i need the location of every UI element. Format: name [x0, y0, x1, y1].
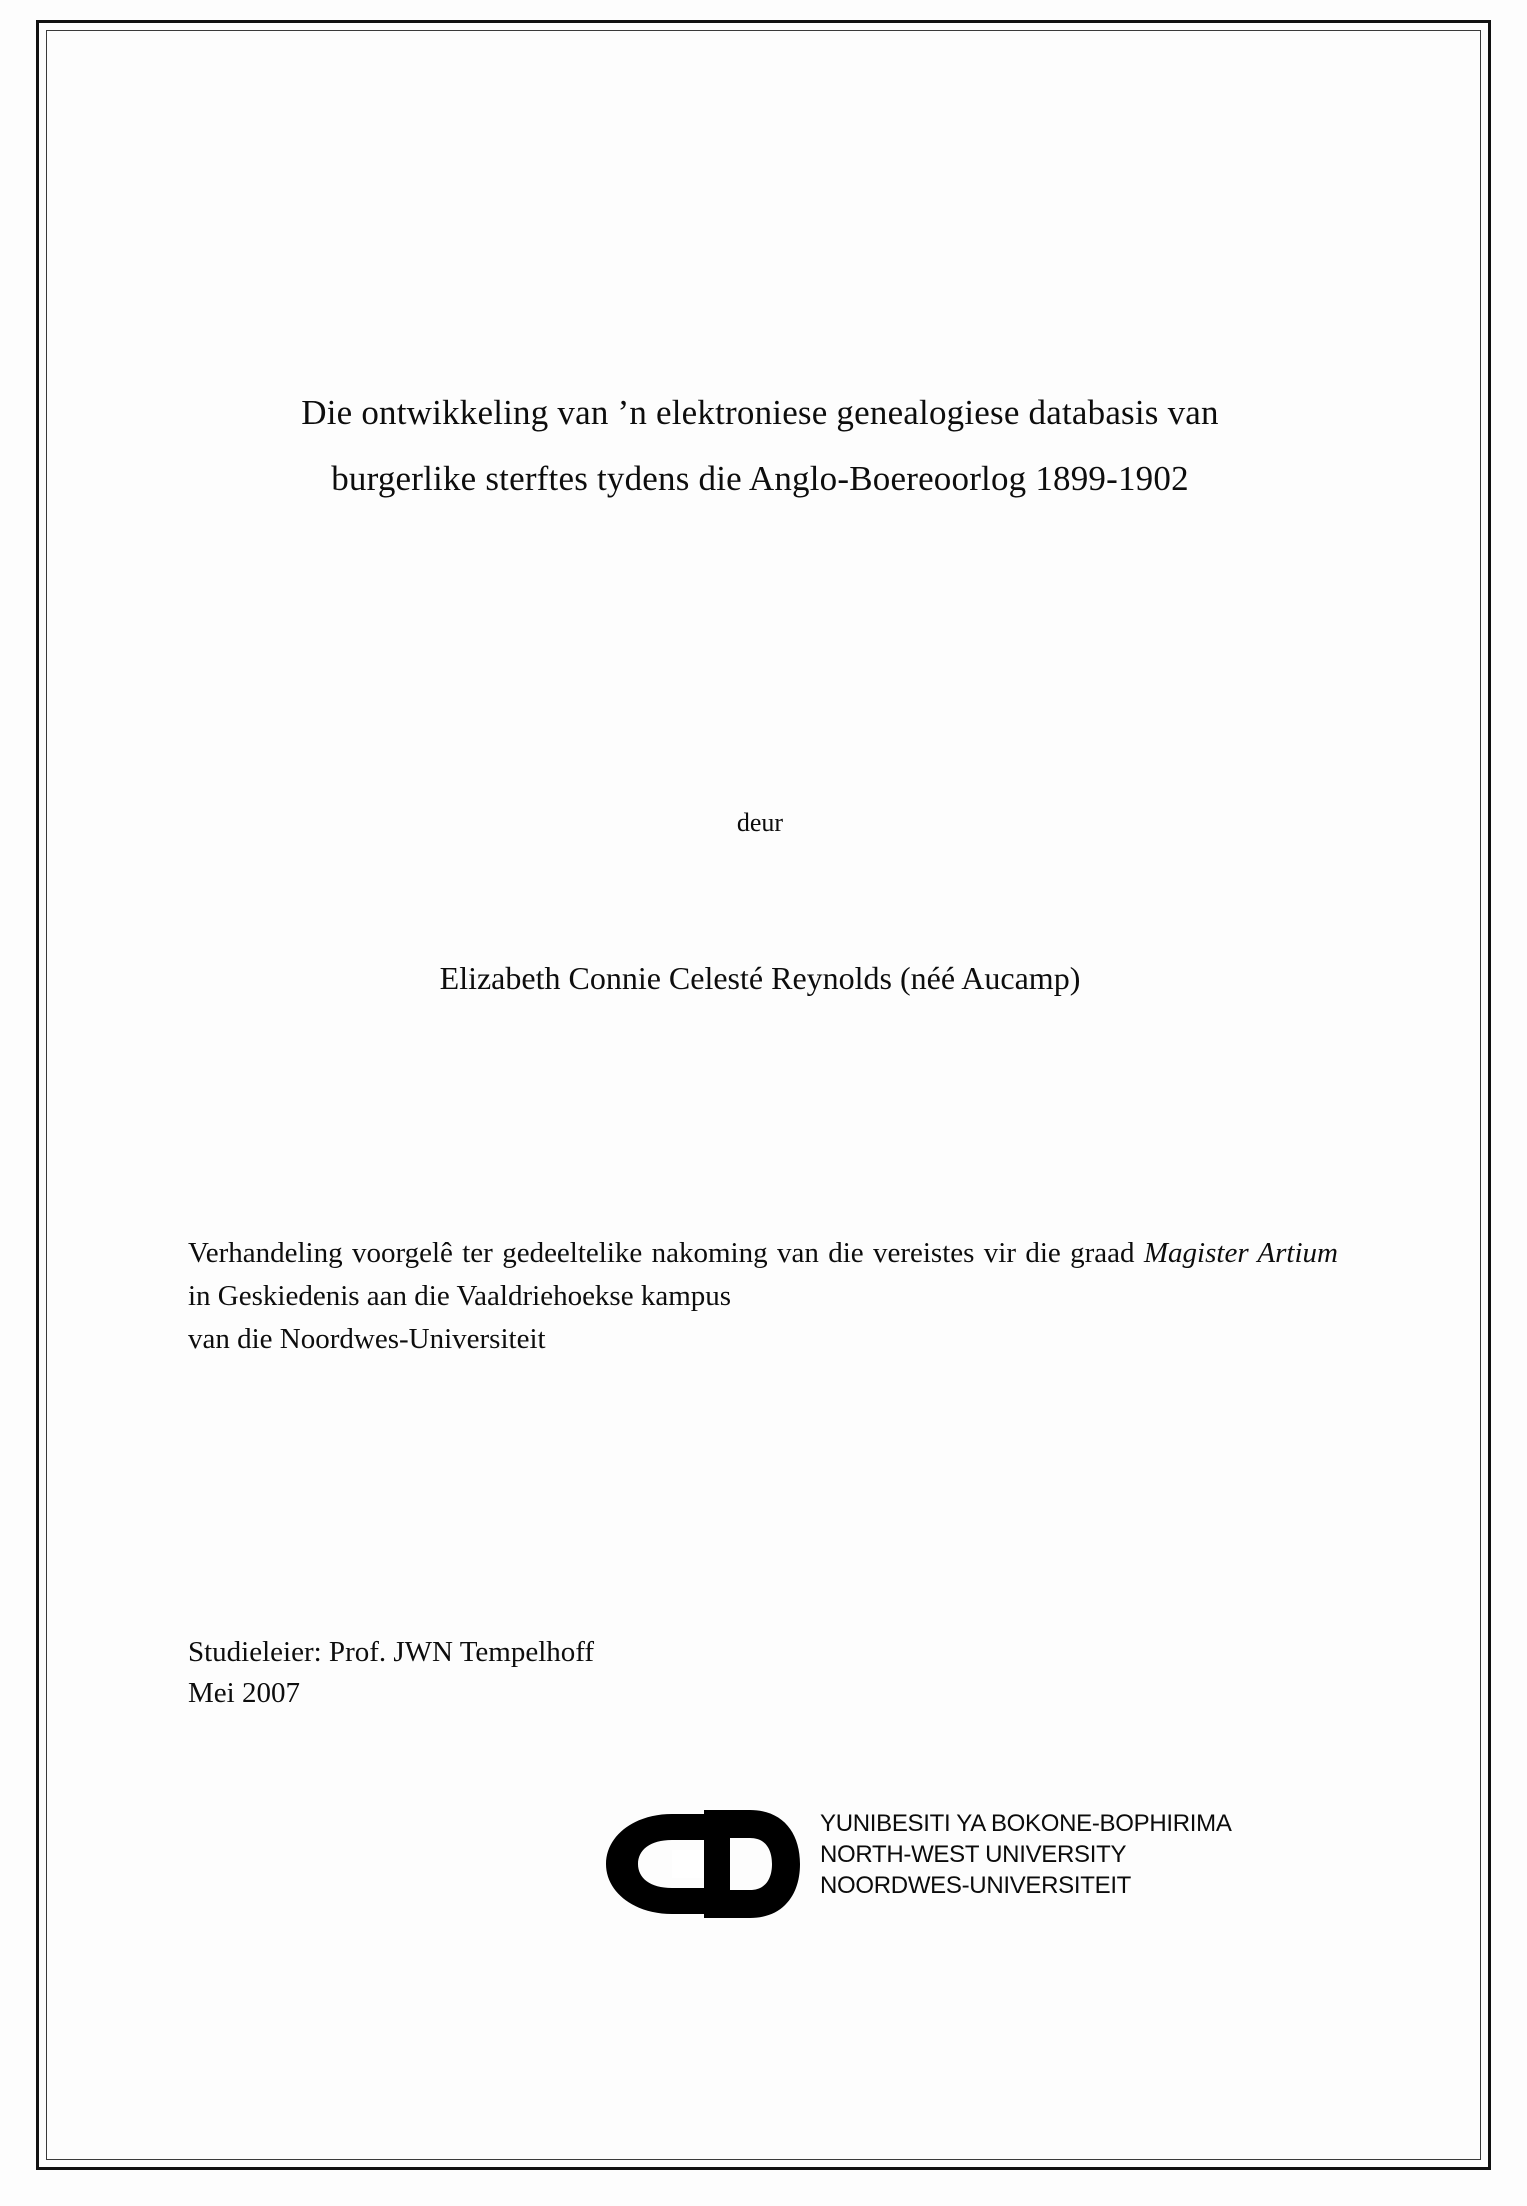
title-page-content: [140, 60, 1380, 2130]
degree-name: Magister Artium: [1143, 1237, 1338, 1269]
by-label: deur: [736, 808, 784, 837]
supervisor-block: [188, 1632, 1088, 1714]
statement-line-3: van die Noordwes-Universiteit: [188, 1323, 546, 1355]
logo-text-line-2: NORTH-WEST UNIVERSITY: [820, 1841, 1127, 1868]
university-logo-text: [820, 1808, 1232, 1901]
nwu-logo-mark-icon: [600, 1810, 800, 1918]
logo-text-line-3: NOORDWES-UNIVERSITEIT: [820, 1872, 1132, 1899]
supervisor-line: Studieleier: Prof. JWN Tempelhoff: [188, 1636, 595, 1668]
statement-part-1: Verhandeling voorgelê ter gedeeltelike nakoming van die vereistes vir die graad: [188, 1237, 1144, 1269]
statement-part-2: in Geskiedenis aan die Vaaldriehoekse kampus: [188, 1280, 732, 1312]
author-name: Elizabeth Connie Celesté Reynolds (néé Aucamp): [439, 960, 1081, 996]
title-line-1: Die ontwikkeling van ’n elektroniese genealogiese databasis van: [301, 393, 1219, 432]
university-logo: [440, 1800, 1232, 1930]
date-line: Mei 2007: [188, 1677, 300, 1709]
logo-text-line-1: YUNIBESITI YA BOKONE-BOPHIRIMA: [820, 1810, 1232, 1837]
degree-statement: [188, 1232, 1338, 1361]
title-line-2: burgerlike sterftes tydens die Anglo-Boereoorlog 1899-1902: [331, 459, 1189, 498]
thesis-title: [140, 380, 1380, 512]
degree-statement-paragraph: [188, 1232, 1338, 1318]
